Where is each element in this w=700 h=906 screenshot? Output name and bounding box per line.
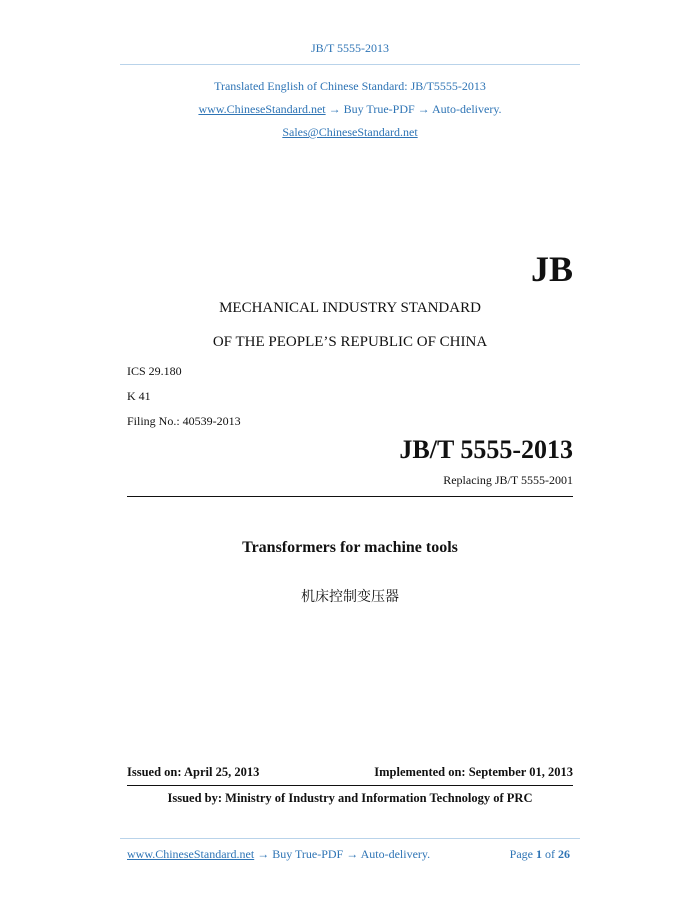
footer-links — [127, 847, 430, 862]
page-of: of — [545, 847, 555, 861]
arrow-icon: → — [257, 847, 270, 861]
header-rule — [120, 64, 580, 65]
implemented-date: Implemented on: September 01, 2013 — [374, 765, 573, 779]
issued-date: Issued on: April 25, 2013 — [127, 765, 260, 779]
promo-line: Translated English of Chinese Standard: JB/T5555-2013 — [214, 79, 486, 93]
title-chinese: 机床控制变压器 — [301, 589, 399, 605]
delivery-text: Auto-delivery. — [360, 847, 431, 861]
page-total: 26 — [558, 847, 570, 861]
standard-line-1: MECHANICAL INDUSTRY STANDARD — [219, 300, 481, 316]
page-number: 1 — [536, 847, 542, 861]
jb-logo: JB — [530, 249, 573, 289]
footer-site-link[interactable]: www.ChineseStandard.net — [127, 847, 255, 861]
document-number: JB/T 5555-2013 — [399, 435, 573, 464]
footer-rule — [120, 838, 580, 839]
promo-site-link[interactable]: www.ChineseStandard.net — [198, 102, 326, 116]
standard-line-2: OF THE PEOPLE’S REPUBLIC OF CHINA — [212, 334, 488, 350]
arrow-icon: → — [346, 847, 359, 861]
header-code: JB/T 5555-2013 — [310, 41, 390, 55]
page-indicator — [510, 847, 570, 862]
delivery-text: Auto-delivery. — [432, 102, 502, 116]
issued-by: Issued by: Ministry of Industry and Information Technology of PRC — [167, 791, 533, 805]
ics-code: ICS 29.180 — [127, 364, 182, 378]
arrow-icon: → — [417, 102, 430, 116]
sales-email-link[interactable]: Sales@ChineseStandard.net — [282, 125, 418, 139]
promo-links — [0, 102, 700, 117]
buy-pdf-text: Buy True-PDF — [272, 847, 344, 861]
k-code: K 41 — [127, 389, 151, 403]
arrow-icon: → — [328, 102, 341, 116]
title-english: Transformers for machine tools — [242, 539, 458, 556]
title-rule — [127, 496, 573, 497]
filing-number: Filing No.: 40539-2013 — [127, 414, 241, 428]
buy-pdf-text: Buy True-PDF — [343, 102, 415, 116]
dates-rule — [127, 785, 573, 786]
page-label: Page — [509, 847, 533, 861]
replacing-note: Replacing JB/T 5555-2001 — [443, 473, 573, 487]
